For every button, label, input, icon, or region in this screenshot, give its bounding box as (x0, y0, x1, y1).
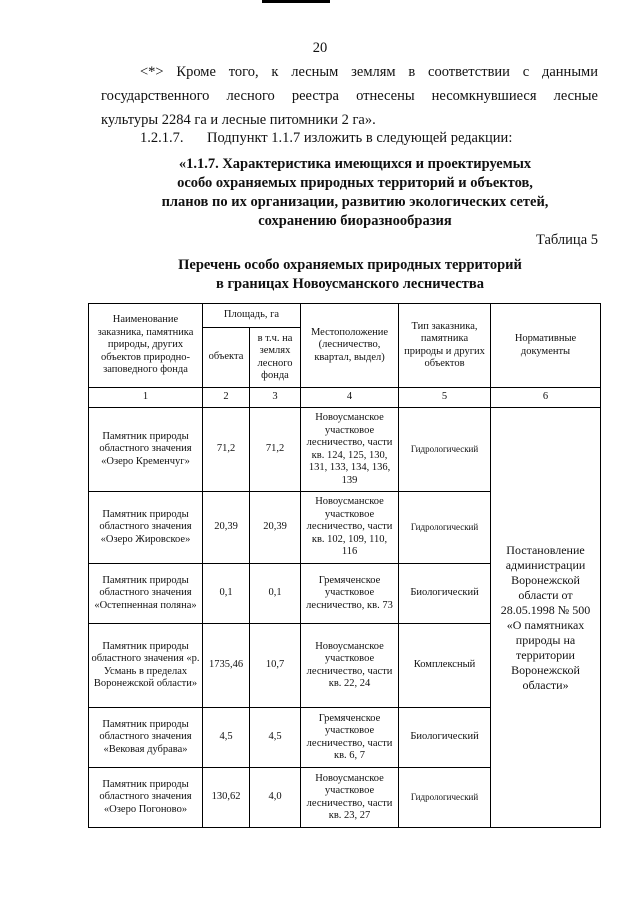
header-name: Наименование заказника, памятника природы, других объектов природно-заповедного фонда (89, 304, 203, 388)
row-name: Памятник природы областного значения «Вековая дубрава» (89, 708, 203, 768)
row-name: Памятник природы областного значения «Озеро Погоново» (89, 768, 203, 828)
row-location: Новоусманское участковое лесничество, части кв. 23, 27 (301, 768, 399, 828)
header-documents: Нормативные документы (491, 304, 601, 388)
section-heading-line3: планов по их организации, развитию экологических сетей, (161, 194, 549, 210)
column-number-row (89, 388, 601, 408)
table-number: Таблица 5 (535, 232, 598, 248)
row-name: Памятник природы областного значения «Остепненная поляна» (89, 564, 203, 624)
paragraph1-line1: <*> Кроме того, к лесным землям в соответствии с данными (140, 64, 598, 80)
row-type: Биологический (399, 564, 491, 624)
row-location: Гремяченское участковое лесничество, части кв. 6, 7 (301, 708, 399, 768)
column-number: 6 (491, 388, 601, 408)
row-forest-area: 4,5 (250, 708, 301, 768)
row-location: Гремяченское участковое лесничество, кв. 73 (301, 564, 399, 624)
section-heading-line1: «1.1.7. Характеристика имеющихся и проектируемых (178, 156, 532, 172)
header-row-1 (89, 304, 601, 328)
row-area: 4,5 (203, 708, 250, 768)
row-type: Биологический (399, 708, 491, 768)
section-heading-line4: сохранению биоразнообразия (258, 213, 452, 229)
top-rule (262, 0, 330, 3)
row-area: 0,1 (203, 564, 250, 624)
row-type: Гидрологический (399, 408, 491, 492)
header-type: Тип заказника, памятника природы и других объектов (399, 304, 491, 388)
paragraph2-number: 1.2.1.7. (140, 130, 184, 146)
row-type: Комплексный (399, 624, 491, 708)
row-area: 20,39 (203, 492, 250, 564)
table-title-line1: Перечень особо охраняемых природных территорий (178, 257, 522, 273)
header-area-forest: в т.ч. на землях лесного фонда (250, 328, 301, 388)
paragraph2-text: Подпункт 1.1.7 изложить в следующей редакции: (207, 130, 513, 146)
page-number: 20 (312, 40, 328, 56)
paragraph1-line3: культуры 2284 га и лесные питомники 2 га». (101, 112, 376, 128)
header-area: Площадь, га (203, 304, 301, 328)
row-type: Гидрологический (399, 492, 491, 564)
row-location: Новоусманское участковое лесничество, части кв. 102, 109, 110, 116 (301, 492, 399, 564)
paragraph2 (140, 130, 512, 147)
row-name: Памятник природы областного значения «р. Усмань в пределах Воронежской области» (89, 624, 203, 708)
row-area: 130,62 (203, 768, 250, 828)
row-area: 71,2 (203, 408, 250, 492)
column-number: 5 (399, 388, 491, 408)
header-location: Местоположение (лесничество, квартал, выдел) (301, 304, 399, 388)
row-forest-area: 20,39 (250, 492, 301, 564)
row-forest-area: 0,1 (250, 564, 301, 624)
column-number: 4 (301, 388, 399, 408)
table-title (100, 256, 600, 294)
section-heading (120, 155, 590, 231)
row-name: Памятник природы областного значения «Озеро Кременчуг» (89, 408, 203, 492)
row-forest-area: 71,2 (250, 408, 301, 492)
table-row (89, 408, 601, 492)
header-area-object: объекта (203, 328, 250, 388)
row-forest-area: 4,0 (250, 768, 301, 828)
row-name: Памятник природы областного значения «Озеро Жировское» (89, 492, 203, 564)
table-title-line2: в границах Новоусманского лесничества (215, 276, 485, 292)
row-location: Новоусманское участковое лесничество, части кв. 22, 24 (301, 624, 399, 708)
protected-areas-table (88, 303, 601, 828)
paragraph1-line2: государственного лесного реестра отнесены несомкнувшиеся лесные (101, 88, 598, 104)
row-type: Гидрологический (399, 768, 491, 828)
row-location: Новоусманское участковое лесничество, части кв. 124, 125, 130, 131, 133, 134, 136, 139 (301, 408, 399, 492)
column-number: 3 (250, 388, 301, 408)
row-forest-area: 10,7 (250, 624, 301, 708)
column-number: 1 (89, 388, 203, 408)
row-area: 1735,46 (203, 624, 250, 708)
section-heading-line2: особо охраняемых природных территорий и объектов, (177, 175, 533, 191)
normative-document: Постановление администрации Воронежской области от 28.05.1998 № 500 «О памятниках природы на территории Воронежской области» (491, 408, 601, 828)
column-number: 2 (203, 388, 250, 408)
